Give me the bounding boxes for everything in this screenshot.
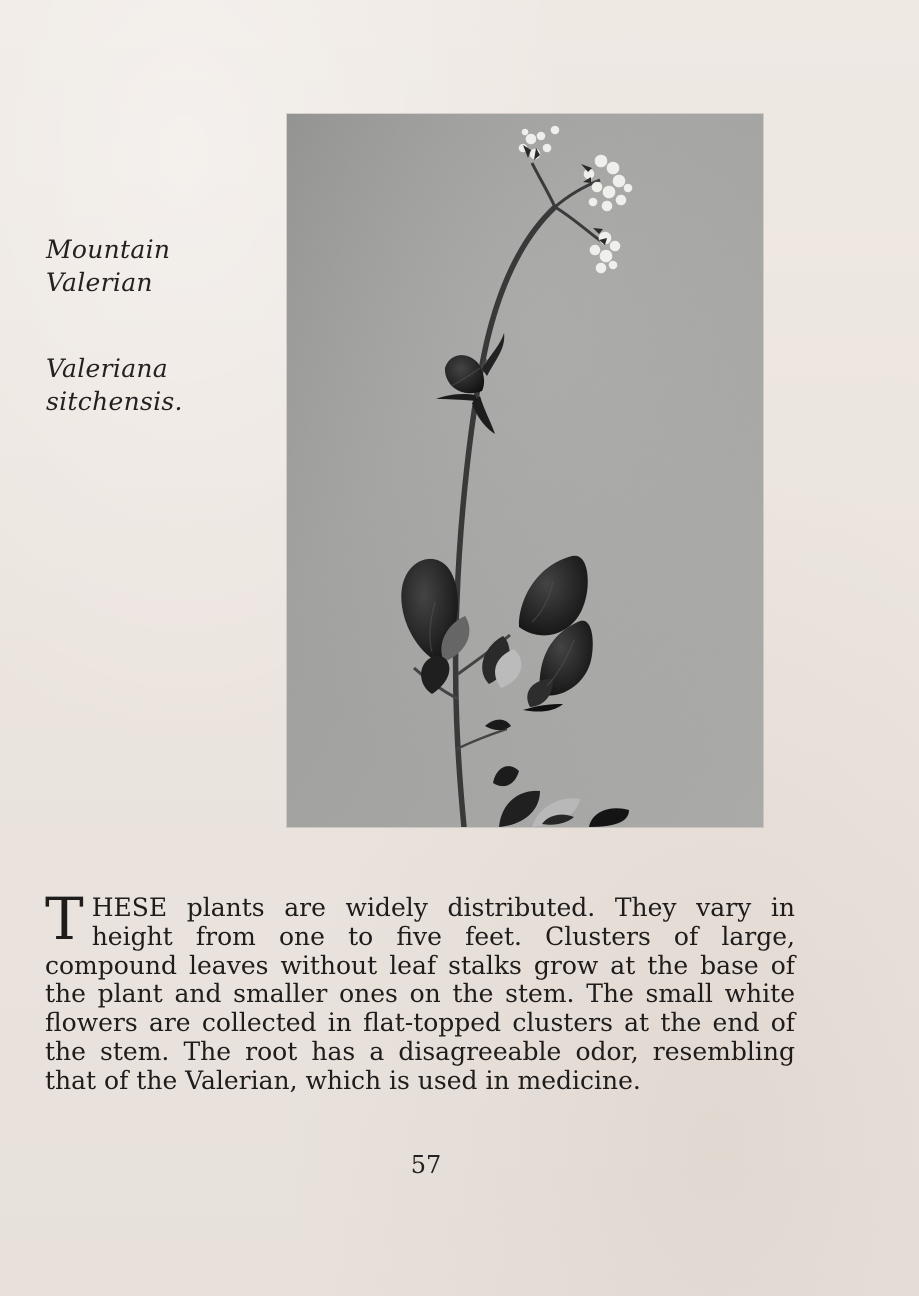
scientific-name-line-2: sitchensis.: [46, 387, 183, 416]
plant-photo: [287, 114, 763, 827]
common-name-line-1: Mountain: [46, 235, 171, 264]
drop-cap-letter: T: [45, 885, 84, 953]
page-number: 57: [410, 1151, 442, 1179]
common-name-line-2: Valerian: [46, 268, 153, 297]
paragraph-text: HESE plants are widely distributed. They vary in height from one to five feet. Clusters of large, compound leaves without leaf stalks grow at the base of the plant and smaller ones on the stem. The small white flowers are collected in flat-topped clusters at the end of the stem. The root has a disagreeable odor, resembling that of the Valerian, which is used in medicine.: [45, 893, 795, 1095]
scientific-name: [46, 352, 236, 418]
figure-caption: [46, 233, 236, 471]
description-paragraph: [45, 885, 795, 1096]
common-name: [46, 233, 236, 299]
scientific-name-line-1: Valeriana: [46, 354, 169, 383]
